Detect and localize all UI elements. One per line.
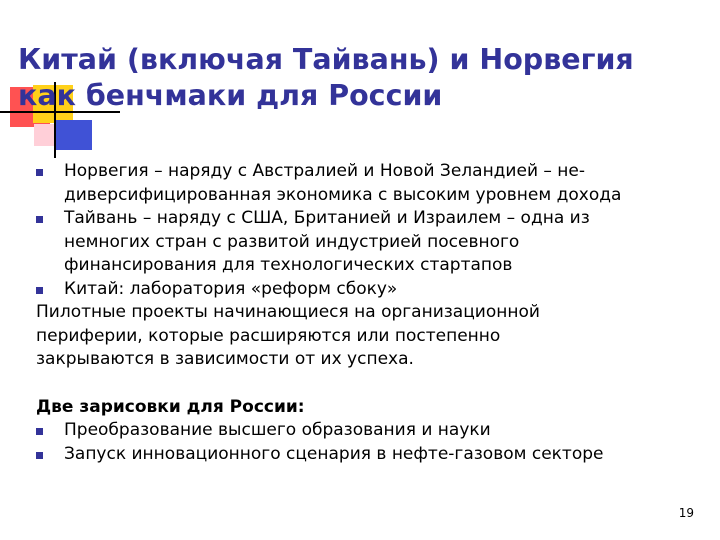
bullet-text-line: Тайвань – наряду с США, Британией и Израилем – одна из bbox=[64, 208, 590, 228]
bullet-text-line: диверсифицированная экономика с высоким уровнем дохода bbox=[64, 184, 622, 205]
paragraph-pilot-projects bbox=[36, 301, 696, 372]
sub-bullet-oil-gas bbox=[36, 443, 696, 467]
square-bullet-icon bbox=[36, 216, 43, 223]
square-bullet-icon bbox=[36, 452, 43, 459]
slide-title bbox=[18, 42, 698, 114]
bullet-norway bbox=[36, 160, 696, 207]
paragraph-line: периферии, которые расширяются или постепенно bbox=[36, 325, 501, 346]
paragraph-line: Пилотные проекты начинающиеся на организационной bbox=[36, 302, 540, 322]
page-number: 19 bbox=[678, 506, 694, 520]
title-line-1: Китай (включая Тайвань) и Норвегия bbox=[18, 43, 634, 76]
spacer bbox=[36, 372, 696, 396]
square-bullet-icon bbox=[36, 287, 43, 294]
bullet-text-line: Запуск инновационного сценария в нефте-газовом секторе bbox=[64, 443, 604, 464]
slide-body bbox=[36, 160, 696, 466]
title-line-2: как бенчмаки для России bbox=[18, 79, 443, 112]
bullet-text-line: немногих стран с развитой индустрией посевного bbox=[64, 231, 520, 252]
bullet-text-line: финансирования для технологических стартапов bbox=[64, 255, 513, 275]
sub-bullet-education bbox=[36, 419, 696, 443]
subheading: Две зарисовки для России: bbox=[36, 396, 305, 417]
bullet-text-line: Норвегия – наряду с Австралией и Новой Зеландией – не- bbox=[64, 161, 586, 181]
square-bullet-icon bbox=[36, 169, 43, 176]
decor-blue-square bbox=[54, 120, 92, 150]
bullet-text-line: Преобразование высшего образования и науки bbox=[64, 420, 491, 440]
bullet-china bbox=[36, 278, 696, 302]
paragraph-line: закрываются в зависимости от их успеха. bbox=[36, 349, 414, 369]
square-bullet-icon bbox=[36, 428, 43, 435]
bullet-text-line: Китай: лаборатория «реформ сбоку» bbox=[64, 278, 398, 299]
bullet-taiwan bbox=[36, 207, 696, 278]
